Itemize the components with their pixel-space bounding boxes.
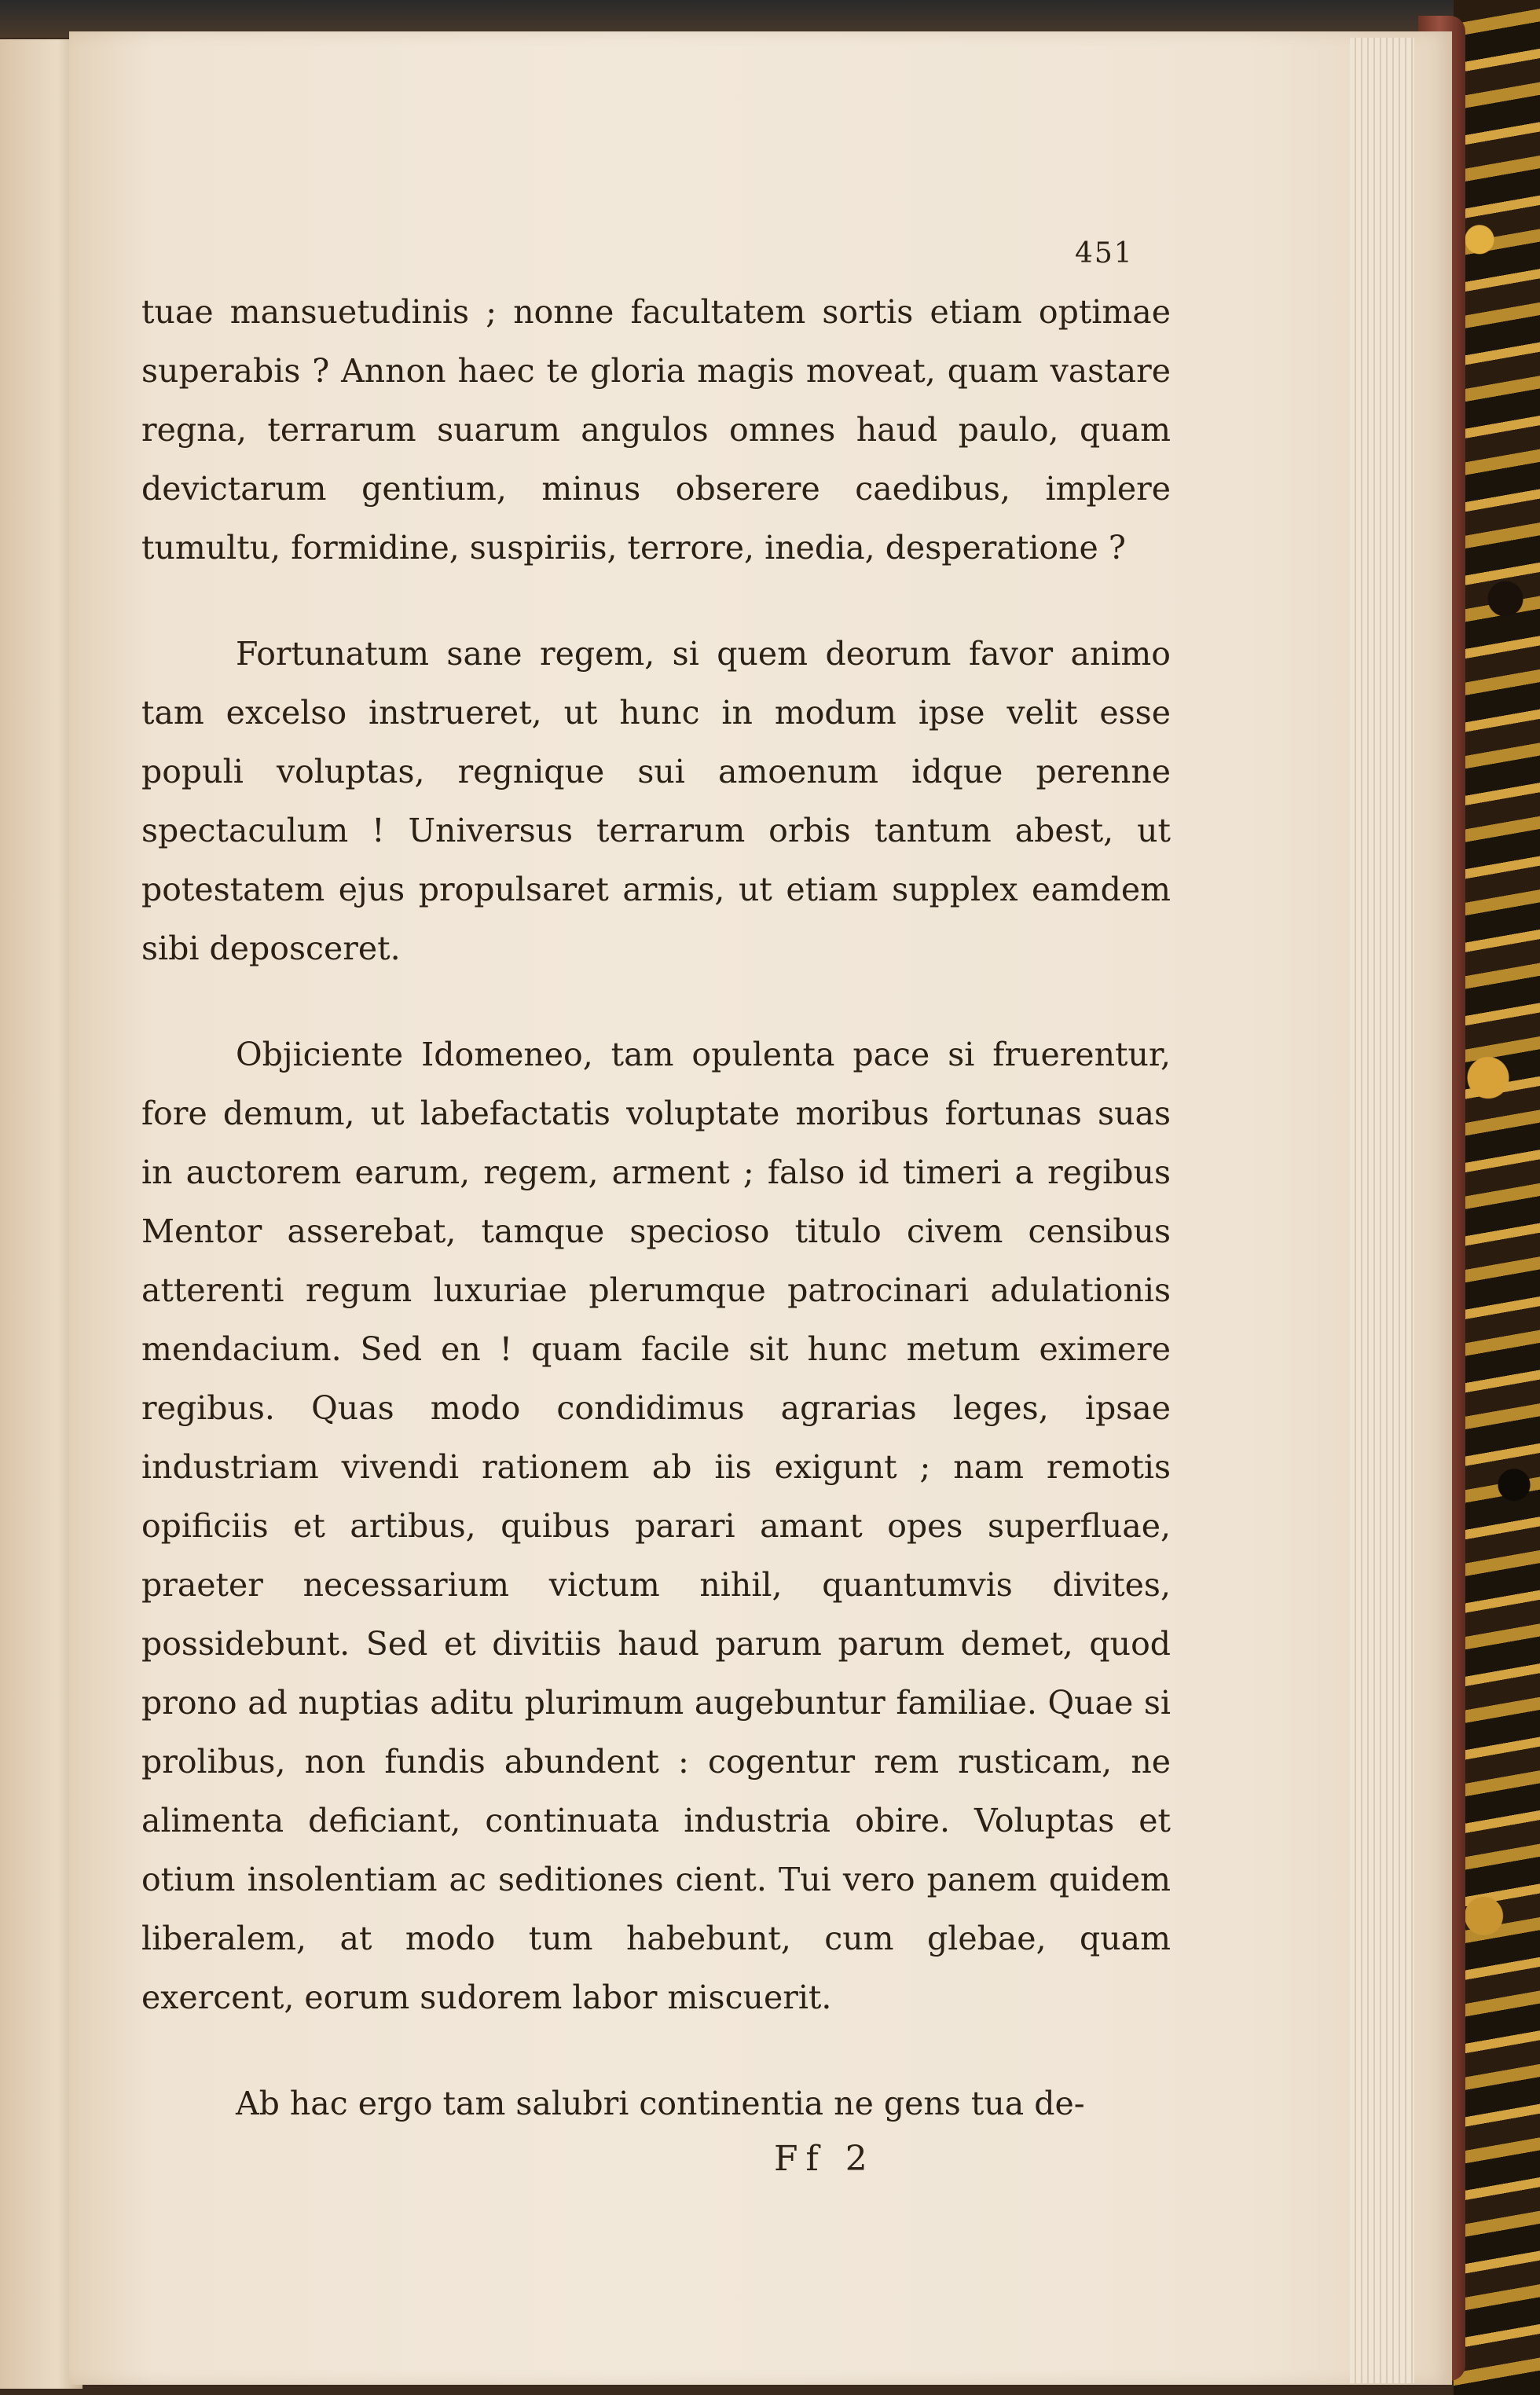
paragraph-4: Ab hac ergo tam salubri continentia ne gens tua de- [236, 2085, 1085, 2122]
page-body [141, 283, 1171, 2133]
paragraph-2: Fortunatum sane regem, si quem deorum favor animo tam excelso instrueret, ut hunc in modum ipse velit esse populi voluptas, regnique sui amoenum idque perenne spectaculum ! Universus terrarum orbis tantum abest, ut potestatem ejus propulsaret armis, ut etiam supplex eamdem sibi deposceret. [141, 635, 1171, 967]
signature-mark: Ff 2 [774, 2139, 875, 2179]
page-number: 451 [1075, 237, 1134, 270]
page-stack-edges [1350, 38, 1414, 2383]
paragraph-3: Objiciente Idomeneo, tam opulenta pace si fruerentur, fore demum, ut labefactatis voluptate moribus fortunas suas in auctorem earum, regem, arment ; falso id timeri a regibus Mentor asserebat, tamque specioso titulo civem censibus atterenti regum luxuriae plerumque patrocinari adulationis mendacium. Sed en ! quam facile sit hunc metum eximere regibus. Quas modo condidimus agrarias leges, ipsae industriam vivendi rationem ab iis exigunt ; nam remotis opificiis et artibus, quibus parari amant opes superfluae, praeter necessarium victum nihil, quantumvis divites, possidebunt. Sed et divitiis haud parum parum demet, quod prono ad nuptias aditu plurimum augebuntur familiae. Quae si prolibus, non fundis abundent : cogentur rem rusticam, ne alimenta deficiant, continuata industria obire. Voluptas et otium insolentiam ac seditiones cient. Tui vero panem quidem liberalem, at modo tum habebunt, cum glebae, quam exercent, eorum sudorem labor miscuerit. [141, 1036, 1171, 2016]
paragraph-1: tuae mansuetudinis ; nonne facultatem sortis etiam optimae superabis ? Annon haec te gloria magis moveat, quam vastare regna, terrarum suarum angulos omnes haud paulo, quam devictarum gentium, minus obserere caedibus, implere tumultu, formidine, suspiriis, terrore, inedia, desperatione ? [141, 293, 1171, 567]
marbled-board [1454, 0, 1540, 2395]
